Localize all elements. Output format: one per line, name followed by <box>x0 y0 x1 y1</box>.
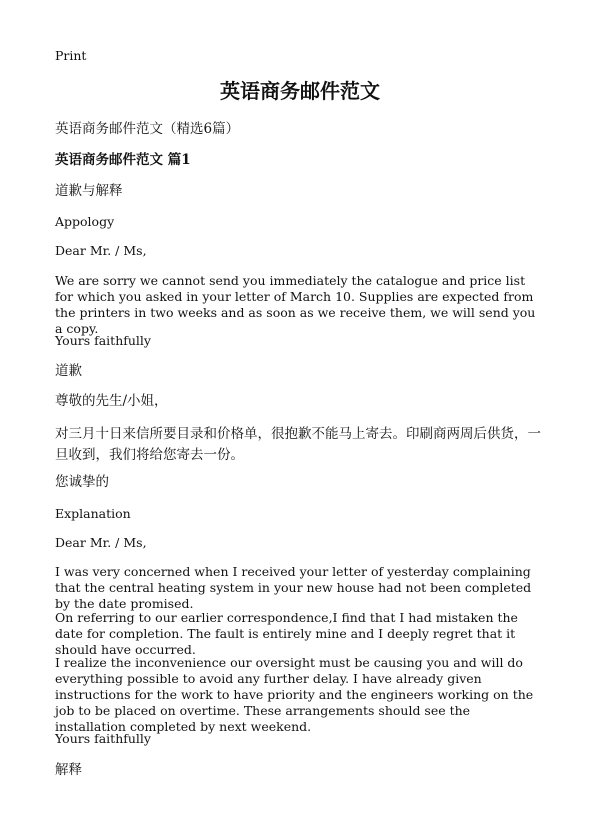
print-link[interactable]: Print <box>55 48 87 63</box>
section-heading: 英语商务邮件范文 篇1 <box>55 152 191 168</box>
section-label-zh: 道歉与解释 <box>55 183 123 199</box>
letter1-zh-heading: 道歉 <box>55 363 82 379</box>
letter1-salutation: Dear Mr. / Ms, <box>55 243 147 258</box>
letter1-heading: Appology <box>55 214 115 229</box>
letter2-para2: On referring to our earlier correspondence,I find that I had mistaken the date for completion. The fault is entirely mine and I deeply regret that it should have occurred. <box>55 610 518 657</box>
letter1-body: We are sorry we cannot send you immediately the catalogue and price list for which you asked in your letter of March 10. Supplies are expected from the printers in two weeks and as soon as we receive them, we will send you a copy. <box>55 273 536 336</box>
page-title: 英语商务邮件范文 <box>220 79 380 103</box>
letter2-para3: I realize the inconvenience our oversight must be causing you and will do everything possible to avoid any further delay. I have already given instructions for the work to have priority and the engineers working on the job to be placed on overtime. These arrangements should see the installation completed by next weekend. <box>55 655 534 734</box>
letter1-zh-body: 对三月十日来信所要目录和价格单，很抱歉不能马上寄去。印刷商两周后供货，一旦收到，我们将给您寄去一份。 <box>55 426 541 463</box>
letter2-heading: Explanation <box>55 506 131 521</box>
letter2-closing: Yours faithfully <box>55 731 151 746</box>
letter2-para1: I was very concerned when I received your letter of yesterday complaining that the central heating system in your new house had not been completed by the date promised. <box>55 564 532 611</box>
letter1-closing: Yours faithfully <box>55 333 151 348</box>
letter1-zh-salutation: 尊敬的先生/小姐， <box>55 393 168 409</box>
letter2-zh-heading: 解释 <box>55 762 82 778</box>
subtitle: 英语商务邮件范文（精选6篇） <box>55 121 240 137</box>
letter1-zh-closing: 您诚挚的 <box>55 474 109 490</box>
letter2-salutation: Dear Mr. / Ms, <box>55 535 147 550</box>
